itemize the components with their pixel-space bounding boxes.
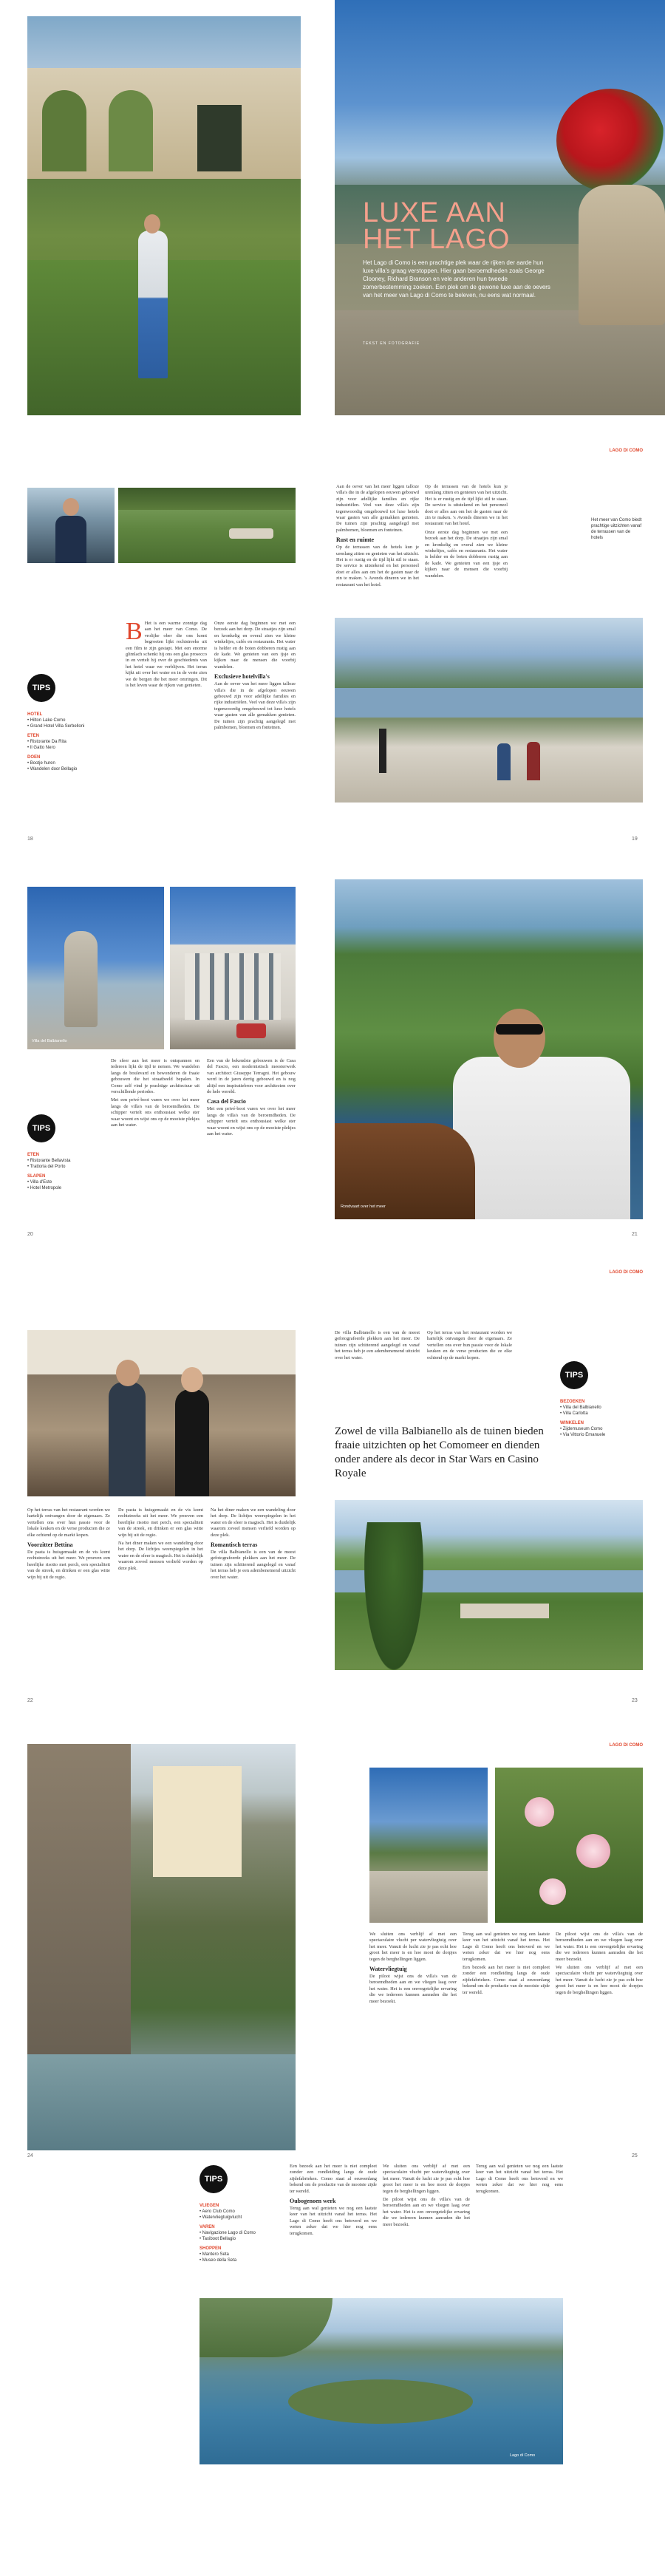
tips-item: • Navigazione Lago di Como [200, 2231, 256, 2235]
article-paragraph: De pasta is huisgemaakt en de vis komt rechtstreeks uit het meer. We proeven een heerlijke risotto met perch, een specialiteit van de streek, en drinken er een glas witte wijn bij uit de regio. [118, 1507, 203, 1538]
page-number-24 [27, 2153, 33, 2158]
article-paragraph: Op het terras van het restaurant worden we hartelijk ontvangen door de eigenaars. Ze vertellen ons over hun passie voor de lokale keuken en de verse producten die ze elke ochtend op de markt kopen. [27, 1507, 110, 1538]
article-paragraph: De villa Balbianello is een van de meest gefotografeerde plekken aan het meer. De tuinen zijn schitterend aangelegd en vanaf het terras heb je een adembenemend uitzicht over het water. [211, 1550, 296, 1580]
page-number-18 [27, 836, 33, 842]
article-paragraph: De piloot wijst ons de villa's van de beroemdheden aan en we vliegen laag over het water. Het is een onvergetelijke ervaring die we iedereen kunnen aanraden die het meer bezoekt. [383, 2197, 470, 2227]
tips-item: • Ristorante Da Rita [27, 740, 66, 744]
tips-box [27, 1148, 109, 1191]
section-heading: Rust en ruimte [336, 536, 375, 544]
page-number-25 [632, 2153, 638, 2158]
tips-box [560, 1395, 643, 1438]
tips-category: ETEN [27, 1153, 40, 1157]
roses-photo [495, 1768, 643, 1923]
article-paragraph: Een bezoek aan het meer is niet compleet zonder een rondleiding langs de oude zijdefabrieken. Como staat al eeuwenlang bekend om de productie van de mooiste zijde ter wereld. [463, 1965, 550, 1995]
article-column-1 [126, 621, 207, 842]
page-number-22 [27, 1698, 33, 1703]
article-paragraph: Onze eerste dag beginnen we met een bezoek aan het dorp. De straatjes zijn smal en kronkelig en overal zien we kleine winkeltjes, cafés en restaurants. Het water is helder en de boten dobberen rustig aan de kade. We genieten van een ijsje en kijken naar de mensen die voorbij wandelen. [425, 529, 508, 579]
section-heading: Casa del Fascio [207, 1098, 246, 1105]
tips-item: • Villa d'Este [27, 1180, 52, 1185]
article-column-2 [207, 1058, 296, 1243]
article-paragraph: Met een privé-boot varen we over het meer langs de villa's van de beroemdheden. De schipper vertelt ons enthousiast welke ster waar woont en wijst ons op de mooiste plekjes aan het water. [207, 1106, 296, 1137]
boat-captain-photo [335, 879, 643, 1219]
tips-category: WINKELEN [560, 1421, 584, 1425]
page-number-text: 25 [632, 2153, 638, 2158]
side-caption: Het meer van Como biedt prachtige uitzichten vanaf de terrassen van de hotels [591, 518, 642, 540]
promenade-photo [369, 1768, 488, 1923]
photo-credit: TEKST EN FOTOGRAFIE [363, 341, 420, 346]
article-paragraph: De piloot wijst ons de villa's van de beroemdheden aan en we vliegen laag over het water. Het is een onvergetelijke ervaring die we iedereen kunnen aanraden die het meer bezoekt. [556, 1932, 643, 1962]
article-title [363, 197, 511, 255]
section-heading: Romantisch terras [211, 1541, 258, 1549]
tips-badge: TIPS [27, 1114, 55, 1142]
drop-cap: B [126, 621, 143, 645]
tips-item: • Villa Carlotta [560, 1411, 588, 1416]
article-paragraph: Terug aan wal genieten we nog een laatste keer van het uitzicht vanaf het terras. Het Lago di Como heeft ons betoverd en we weten zeker dat we hier nog eens terugkomen. [476, 2164, 563, 2194]
article-paragraph: Na het diner maken we een wandeling door het dorp. De lichtjes weerspiegelen in het water en de sfeer is magisch. Het is duidelijk waarom zoveel mensen verliefd worden op deze plek. [118, 1541, 203, 1571]
article-column-2 [118, 1507, 203, 1685]
article-column-4 [335, 1330, 420, 1419]
lake-panorama-photo [200, 2298, 563, 2464]
article-column-1 [27, 1507, 110, 1685]
tips-item: • Hotel Metropole [27, 1186, 62, 1190]
article-paragraph: Op het terras van het restaurant worden we hartelijk ontvangen door de eigenaars. Ze vertellen ons over hun passie voor de lokale keuken en de verse producten die ze elke ochtend op de markt kopen. [427, 1330, 512, 1360]
photo-caption: Villa del Balbianello [32, 1039, 67, 1043]
page-number-text: 18 [27, 836, 33, 842]
tips-box [27, 708, 109, 772]
tips-item: • Bootje huren [27, 761, 55, 766]
section-heading: Voorzitter Bettina [27, 1541, 73, 1549]
tips-badge: TIPS [27, 674, 55, 702]
tips-item: • Grand Hotel Villa Serbelloni [27, 724, 85, 729]
page-number-text: 19 [632, 836, 638, 842]
article-column-2 [463, 1932, 550, 2153]
tips-item: • Taxiboot Bellagio [200, 2237, 236, 2241]
article-paragraph: Op de terrassen van de hotels kun je urenlang zitten en genieten van het uitzicht. Het is er rustig en de tijd lijkt stil te staan. De service is uitstekend en het personeel doet er alles aan om het de gasten naar de zin te maken. 's Avonds dineren we in het restaurant van het hotel. [336, 545, 419, 587]
article-column-1 [369, 1932, 457, 2153]
tips-item: • Via Vittorio Emanuele [560, 1433, 606, 1437]
villa-garden-photo [335, 1500, 643, 1670]
tips-category: SLAPEN [27, 1174, 46, 1179]
article-column-3 [556, 1932, 643, 2153]
section-heading: Exclusieve hotelvilla's [214, 673, 270, 681]
article-column-3 [336, 484, 419, 610]
tips-item: • Hilton Lake Como [27, 718, 66, 723]
article-column-5 [427, 1330, 512, 1419]
page-number-19 [632, 836, 638, 842]
waiter-photo [27, 488, 115, 563]
building-photo [170, 887, 296, 1049]
article-column-6 [476, 2164, 563, 2289]
tips-category: ETEN [27, 734, 40, 738]
article-paragraph: Onze eerste dag beginnen we met een bezoek aan het dorp. De straatjes zijn smal en kronkelig en overal zien we kleine winkeltjes, cafés en restaurants. Het water is helder en de boten dobberen rustig aan de kade. We genieten van een ijsje en kijken naar de mensen die voorbij wandelen. [214, 621, 296, 669]
article-paragraph: Met een privé-boot varen we over het meer langs de villa's van de beroemdheden. De schipper vertelt ons enthousiast welke ster waar woont en wijst ons op de mooiste plekjes aan het water. [111, 1097, 200, 1128]
article-column-5 [383, 2164, 470, 2289]
tips-item: • Villa del Balbianello [560, 1405, 601, 1410]
page-number-20 [27, 1232, 33, 1237]
article-paragraph: Terug aan wal genieten we nog een laatste keer van het uitzicht vanaf het terras. Het Lago di Como heeft ons betoverd en we weten zeker dat we hier nog eens terugkomen. [463, 1932, 550, 1962]
page-number-text: 24 [27, 2153, 33, 2158]
article-column-4 [425, 484, 508, 610]
tips-category: BEZOEKEN [560, 1400, 585, 1404]
page-number-text: 21 [632, 1232, 638, 1237]
page-number-text: 23 [632, 1698, 638, 1703]
tips-item: • Zijdemuseum Como [560, 1427, 603, 1431]
tips-category: VAREN [200, 2225, 215, 2229]
tips-item: • Mantero Seta [200, 2252, 229, 2257]
tips-category: HOTEL [27, 712, 43, 717]
tips-item: • Museo della Seta [200, 2258, 237, 2263]
hero-photo-left [27, 16, 301, 415]
article-paragraph: We sluiten ons verblijf af met een spectaculaire vlucht per watervliegtuig over het meer. Vanuit de lucht zie je pas echt hoe groot het meer is en hoe mooi de dorpjes tegen de berghellingen liggen. [383, 2164, 470, 2194]
garden-lawn-photo [118, 488, 296, 563]
section-heading: Watervliegtuig [369, 1966, 407, 1973]
article-paragraph: Na het diner maken we een wandeling door het dorp. De lichtjes weerspiegelen in het water en de sfeer is magisch. Het is duidelijk waarom zoveel mensen verliefd worden op deze plek. [211, 1507, 296, 1538]
pull-quote [144, 624, 211, 638]
tips-badge: TIPS [200, 2165, 228, 2193]
article-column-4 [290, 2164, 377, 2289]
article-paragraph: We sluiten ons verblijf af met een spectaculaire vlucht per watervliegtuig over het meer. Vanuit de lucht zie je pas echt hoe groot het meer is en hoe mooi de dorpjes tegen de berghellingen liggen. [369, 1932, 457, 1962]
tips-category: SHOPPEN [200, 2246, 222, 2251]
section-label-p25: LAGO DI COMO [609, 1743, 643, 1748]
article-paragraph: Een bezoek aan het meer is niet compleet zonder een rondleiding langs de oude zijdefabrieken. Como staat al eeuwenlang bekend om de productie van de mooiste zijde ter wereld. [290, 2164, 377, 2194]
article-paragraph: De piloot wijst ons de villa's van de beroemdheden aan en we vliegen laag over het water. Het is een onvergetelijke ervaring die we iedereen kunnen aanraden die het meer bezoekt. [369, 1974, 457, 2004]
article-paragraph: De pasta is huisgemaakt en de vis komt rechtstreeks uit het meer. We proeven een heerlijke risotto met perch, een specialiteit van de streek, en drinken er een glas witte wijn bij uit de regio. [27, 1550, 110, 1580]
hero-photo-right [335, 0, 665, 415]
article-column-1 [111, 1058, 200, 1243]
pull-quote: Zowel de villa Balbianello als de tuinen bieden fraaie uitzichten op het Comomeer en dienden onder andere als decor in Star Wars en Casino Royale [335, 1425, 544, 1479]
page-number-text: 22 [27, 1698, 33, 1703]
tips-category: DOEN [27, 755, 41, 760]
article-intro: Het Lago di Como is een prachtige plek waar de rijken der aarde hun luxe villa's graag verstoppen. Hier gaan beroemdheden zoals George Clooney, Richard Branson en vele anderen hun tweede zomerbestemming zoeken. Een plek om de gewone luxe aan de oevers van het meer van Lago di Como te beleven, nu eens wat normaal. [363, 259, 550, 299]
article-paragraph: De villa Balbianello is een van de meest gefotografeerde plekken aan het meer. De tuinen zijn schitterend aangelegd en vanaf het terras heb je een adembenemend uitzicht over het water. [335, 1330, 420, 1360]
tips-badge: TIPS [560, 1361, 588, 1389]
article-paragraph: Op de terrassen van de hotels kun je urenlang zitten en genieten van het uitzicht. Het is er rustig en de tijd lijkt stil te staan. De service is uitstekend en het personeel doet er alles aan om het de gasten naar de zin te maken. 's Avonds dineren we in het restaurant van het hotel. [425, 484, 508, 527]
article-paragraph: We sluiten ons verblijf af met een spectaculaire vlucht per watervliegtuig over het meer. Vanuit de lucht zie je pas echt hoe groot het meer is en hoe mooi de dorpjes tegen de berghellingen liggen. [556, 1965, 643, 1995]
article-paragraph: Aan de oever van het meer liggen talloze villa's die in de afgelopen eeuwen gebouwd zijn voor adellijke families en rijke industriëlen. Veel van deze villa's zijn tegenwoordig omgebouwd tot luxe hotels waar gasten van alle gemakken genieten. De tuinen zijn prachtig aangelegd met palmbomen, bloemen en fonteinen. [336, 484, 419, 533]
section-label-p17: LAGO DI COMO [609, 449, 643, 453]
section-heading: Oubogenoen werk [290, 2198, 336, 2205]
article-paragraph: Terug aan wal genieten we nog een laatste keer van het uitzicht vanaf het terras. Het Lago di Como heeft ons betoverd en we weten zeker dat we hier nog eens terugkomen. [290, 2206, 377, 2236]
section-label-p21: LAGO DI COMO [609, 1270, 643, 1275]
article-paragraph: Aan de oever van het meer liggen talloze villa's die in de afgelopen eeuwen gebouwd zijn voor adellijke families en rijke industriëlen. Veel van deze villa's zijn tegenwoordig omgebouwd tot luxe hotels waar gasten van alle gemakken genieten. De tuinen zijn prachtig aangelegd met palmbomen, bloemen en fonteinen. [214, 681, 296, 731]
article-title-line1: LUXE AAN [363, 197, 506, 228]
tips-item: • Il Gatto Nero [27, 746, 55, 750]
statue-photo [27, 887, 164, 1049]
lake-promenade-photo [335, 618, 643, 803]
photo-caption: Lago di Como [510, 2453, 536, 2458]
article-title-line2: HET LAGO [363, 224, 511, 255]
tips-item: • Aero Club Como [200, 2209, 235, 2214]
article-column-3 [211, 1507, 296, 1685]
tips-category: VLIEGEN [200, 2204, 219, 2208]
tips-item: • Wandelen door Bellagio [27, 767, 78, 771]
tips-box [200, 2199, 281, 2263]
article-paragraph: Het is een warme zonnige dag aan het meer van Como. De vrolijke ober die ons komt begroeten lijkt rechtstreeks uit een film te zijn gestapt. Met een enorme glimlach schenkt hij ons een glas prosecco in en vertelt hij over de geschiedenis van het hotel waar we verblijven. Het terras kijkt uit over het water en in de verte zien we de bergen die het meer omringen. Dit is het leven waar de rijken van genieten. [126, 621, 207, 689]
tips-item: • Ristorante Bellavista [27, 1159, 71, 1163]
page-number-23 [632, 1698, 638, 1703]
article-column-2 [214, 621, 296, 842]
lakeside-village-photo [27, 1744, 296, 2150]
tips-item: • Watervliegtuigvlucht [200, 2215, 242, 2220]
tips-item: • Trattoria del Porto [27, 1165, 66, 1169]
article-paragraph: Een van de bekendste gebouwen is de Casa del Fascio, een modernistisch meesterwerk van architect Giuseppe Terragni. Het gebouw werd in de jaren dertig gebouwd en is nog altijd een inspiratiebron voor architecten over de hele wereld. [207, 1058, 296, 1095]
page-number-21 [632, 1232, 638, 1237]
page-number-text: 20 [27, 1232, 33, 1237]
photo-caption: Rondvaart over het meer [341, 1204, 386, 1209]
article-paragraph: De sfeer aan het meer is ontspannen en iedereen lijkt de tijd te nemen. We wandelen langs de boulevard en bewonderen de fraaie gebouwen die het straatbeeld bepalen. In Como zelf vind je prachtige architectuur uit verschillende periodes. [111, 1058, 200, 1095]
restaurant-owners-photo [27, 1330, 296, 1496]
